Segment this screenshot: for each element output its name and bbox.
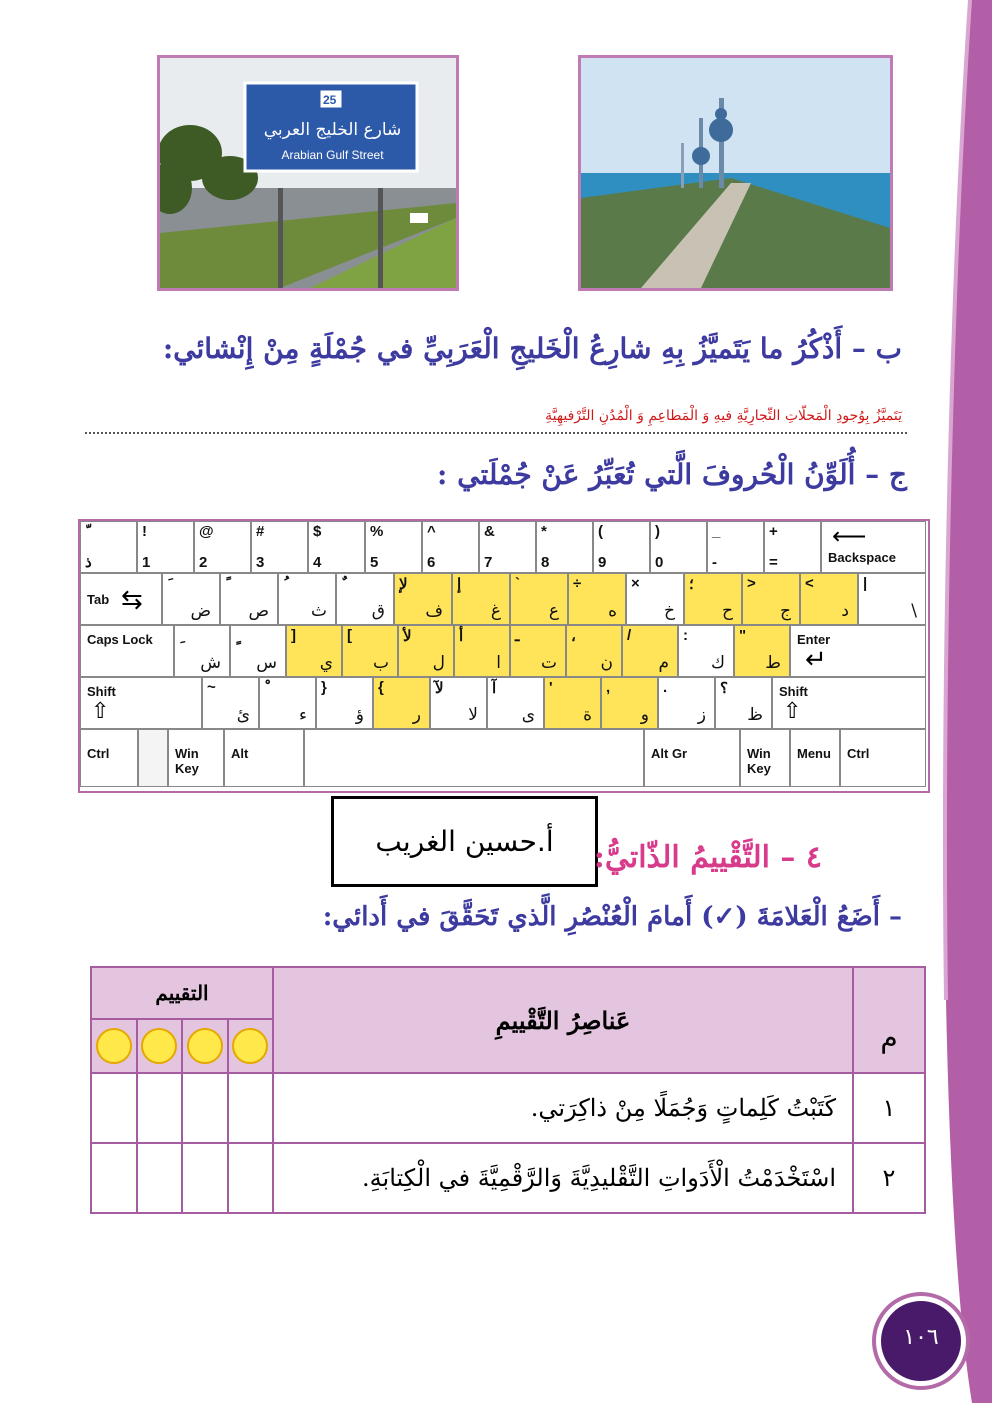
key-shift-char: ~ bbox=[207, 679, 216, 696]
key-row3[interactable] bbox=[566, 625, 622, 677]
key-arabic-char: م bbox=[658, 653, 669, 673]
key-char: = bbox=[769, 554, 778, 571]
key-row3[interactable] bbox=[342, 625, 398, 677]
right-shift-key[interactable] bbox=[772, 677, 926, 729]
key-row1[interactable] bbox=[308, 521, 365, 573]
key-row2[interactable] bbox=[394, 573, 452, 625]
left-win-label: Win Key bbox=[175, 746, 199, 776]
key-shift-char: ] bbox=[291, 627, 296, 644]
street-sign-english: Arabian Gulf Street bbox=[281, 148, 384, 162]
col-items-header: عَناصِرُ التَّقْييمِ bbox=[273, 967, 853, 1073]
key-arabic-char: ض bbox=[190, 601, 211, 621]
page-edge-decoration bbox=[932, 0, 992, 1403]
key-shift-char: ' bbox=[549, 679, 553, 696]
key-row1[interactable] bbox=[707, 521, 764, 573]
key-arabic-char: ق bbox=[371, 601, 385, 621]
key-arabic-char: غ bbox=[490, 601, 501, 621]
alt-label: Alt bbox=[231, 746, 249, 761]
key-arabic-char: \ bbox=[911, 601, 917, 621]
backspace-label: Backspace bbox=[828, 550, 896, 565]
neutral-face-icon bbox=[141, 1028, 177, 1064]
tab-label: Tab bbox=[87, 592, 110, 607]
key-row2[interactable] bbox=[162, 573, 220, 625]
key-row4[interactable] bbox=[715, 677, 772, 729]
key-shift-char: + bbox=[769, 523, 778, 540]
key-char: 3 bbox=[256, 554, 265, 571]
enter-label: Enter bbox=[797, 632, 831, 647]
key-shift-char: / bbox=[627, 627, 632, 644]
key-shift-char: $ bbox=[313, 523, 322, 540]
shift-label: Shift bbox=[87, 684, 116, 699]
alt-gr-label: Alt Gr bbox=[651, 746, 688, 761]
key-arabic-char: ز bbox=[697, 705, 706, 725]
answer-b-handwritten: يَتَميَّزُ بِوُجودِ الْمَحلّاتِ التِّجارِيَّةِ فيهِ وَ الْمَطاعِمِ وَ الْمُدُنِ التَّرْفيهِيَّةِ bbox=[545, 408, 902, 424]
left-ctrl-label: Ctrl bbox=[87, 746, 110, 761]
author-name: أ.حسين الغريب bbox=[375, 825, 554, 858]
key-shift-char: أ bbox=[459, 628, 464, 645]
key-row2[interactable] bbox=[220, 573, 278, 625]
key-row3[interactable] bbox=[678, 625, 734, 677]
key-row2[interactable] bbox=[452, 573, 510, 625]
key-arabic-char: ص bbox=[248, 601, 269, 621]
enter-arrow-icon: ↵ bbox=[805, 644, 827, 674]
key-row4[interactable] bbox=[601, 677, 658, 729]
key-row1[interactable] bbox=[251, 521, 308, 573]
key-row4[interactable] bbox=[202, 677, 259, 729]
row-text: كَتَبْتُ كَلِماتٍ وَجُمَلًا مِنْ ذاكِرَتي. bbox=[273, 1073, 853, 1143]
key-shift-char: ÷ bbox=[573, 575, 582, 592]
key-arabic-char: ش bbox=[200, 653, 221, 673]
backspace-key[interactable] bbox=[821, 521, 926, 573]
sad-face-icon bbox=[96, 1028, 132, 1064]
key-arabic-char: ث bbox=[310, 601, 327, 621]
key-row1[interactable] bbox=[536, 521, 593, 573]
key-char: 1 bbox=[142, 554, 151, 571]
key-shift-char: ؛ bbox=[689, 576, 694, 593]
answer-line bbox=[85, 432, 907, 434]
key-row3[interactable] bbox=[286, 625, 342, 677]
key-row4[interactable] bbox=[544, 677, 601, 729]
blank-key[interactable] bbox=[138, 729, 168, 787]
caps-lock-key[interactable] bbox=[80, 625, 174, 677]
key-arabic-char: ف bbox=[425, 601, 443, 621]
key-row2[interactable] bbox=[858, 573, 926, 625]
happy-face-icon bbox=[232, 1028, 268, 1064]
key-arabic-char: خ bbox=[664, 601, 675, 621]
enter-key[interactable] bbox=[790, 625, 926, 677]
key-shift-char: لإ bbox=[399, 576, 408, 593]
key-row2[interactable] bbox=[278, 573, 336, 625]
key-char: 6 bbox=[427, 554, 436, 571]
key-arabic-char: ن bbox=[600, 653, 613, 673]
key-row2[interactable] bbox=[568, 573, 626, 625]
rating-cell[interactable] bbox=[181, 1074, 227, 1142]
key-shift-char: آ bbox=[492, 680, 497, 697]
key-shift-char: ! bbox=[142, 523, 147, 540]
key-row1[interactable] bbox=[764, 521, 821, 573]
key-shift-char: : bbox=[683, 627, 688, 644]
section-4-title: ٤ – التَّقْييمُ الذّاتيُّ: bbox=[593, 840, 822, 875]
key-arabic-char: ة bbox=[583, 705, 592, 725]
key-arabic-char: لا bbox=[468, 705, 478, 725]
key-row2[interactable] bbox=[336, 573, 394, 625]
key-shift-char: * bbox=[541, 523, 547, 540]
key-row4[interactable] bbox=[658, 677, 715, 729]
rating-cell[interactable] bbox=[181, 1144, 227, 1212]
left-ctrl-key[interactable] bbox=[80, 729, 138, 787]
key-shift-char: لآ bbox=[435, 680, 444, 697]
key-row1[interactable] bbox=[479, 521, 536, 573]
key-shift-char: { bbox=[378, 679, 384, 696]
key-arabic-char: ر bbox=[412, 705, 421, 725]
key-row4[interactable] bbox=[487, 677, 544, 729]
page-number: ١٠٦ bbox=[903, 1325, 939, 1350]
key-shift-char: @ bbox=[199, 523, 214, 540]
page-number-badge bbox=[876, 1296, 966, 1386]
right-ctrl-label: Ctrl bbox=[847, 746, 870, 761]
key-arabic-char: و bbox=[640, 705, 649, 725]
table-row bbox=[91, 1073, 925, 1143]
key-row4[interactable] bbox=[259, 677, 316, 729]
row-number: ١ bbox=[853, 1073, 925, 1143]
key-row3[interactable] bbox=[398, 625, 454, 677]
self-assessment-instruction: – أَضَعُ الْعَلامَةَ (✓) أَمامَ الْعُنْصُرِ الَّذي تَحَقَّقَ في أَدائي: bbox=[322, 902, 902, 932]
row-text: اسْتَخْدَمْتُ الْأَدَواتِ التَّقْليدِيَّةَ وَالرَّقْمِيَّةَ في الْكِتابَةِ. bbox=[273, 1143, 853, 1213]
backspace-arrow-icon: ⟵ bbox=[832, 523, 867, 550]
key-shift-char: إ bbox=[457, 576, 462, 593]
key-shift-char: < bbox=[805, 575, 814, 592]
rating-cell[interactable] bbox=[227, 1144, 273, 1212]
left-shift-key[interactable] bbox=[80, 677, 202, 729]
key-arabic-char: ت bbox=[540, 653, 557, 673]
key-arabic-char: د bbox=[841, 601, 849, 621]
key-char: 5 bbox=[370, 554, 379, 571]
key-row2[interactable] bbox=[684, 573, 742, 625]
street-sign-arabic: شارع الخليج العربي bbox=[263, 120, 402, 140]
street-sign-number: 25 bbox=[323, 93, 337, 107]
shift-arrow-icon: ⇧ bbox=[91, 698, 110, 723]
menu-label: Menu bbox=[797, 746, 831, 761]
key-shift-char: % bbox=[370, 523, 384, 540]
key-arabic-char: س bbox=[256, 653, 277, 673]
key-char: - bbox=[712, 554, 717, 571]
key-row2[interactable] bbox=[626, 573, 684, 625]
key-row1[interactable] bbox=[650, 521, 707, 573]
key-arabic-char: ب bbox=[372, 653, 389, 673]
rating-cell[interactable] bbox=[227, 1074, 273, 1142]
key-arabic-char: ى bbox=[521, 705, 535, 725]
key-arabic-char: ح bbox=[722, 601, 733, 621]
table-row bbox=[91, 1143, 925, 1213]
key-row3[interactable] bbox=[734, 625, 790, 677]
rating-label: التقييم bbox=[155, 981, 209, 1005]
menu-key[interactable] bbox=[790, 729, 840, 787]
key-char: 4 bbox=[313, 554, 322, 571]
caps-lock-label: Caps Lock bbox=[87, 632, 153, 647]
key-row1[interactable] bbox=[194, 521, 251, 573]
key-arabic-char: ظ bbox=[747, 705, 763, 725]
question-b: ب – أَذْكُرُ ما يَتَميَّزُ بِهِ شارِعُ الْخَليجِ الْعَرَبِيِّ في جُمْلَةٍ مِنْ إِنْشائي: bbox=[162, 332, 902, 365]
kuwait-towers-photo bbox=[578, 55, 893, 291]
space-key[interactable] bbox=[304, 729, 644, 787]
key-row4[interactable] bbox=[316, 677, 373, 729]
key-char: 9 bbox=[598, 554, 607, 571]
alt-key[interactable] bbox=[224, 729, 304, 787]
key-row2[interactable] bbox=[742, 573, 800, 625]
key-arabic-char: ي bbox=[319, 653, 333, 673]
key-row3[interactable] bbox=[454, 625, 510, 677]
key-row1[interactable] bbox=[137, 521, 194, 573]
key-row1[interactable] bbox=[422, 521, 479, 573]
question-c: ج – أُلَوِّنُ الْحُروفَ الَّتي تُعَبِّرُ عَنْ جُمْلَتي : bbox=[437, 458, 907, 491]
key-row3[interactable] bbox=[510, 625, 566, 677]
key-arabic-char: ا bbox=[496, 653, 501, 673]
key-shift-char: ) bbox=[655, 523, 660, 540]
self-assessment-table bbox=[90, 966, 926, 1214]
key-shift-char: ^ bbox=[427, 523, 436, 540]
key-shift-char: , bbox=[606, 679, 611, 696]
rating-cell[interactable] bbox=[92, 1074, 136, 1142]
left-win-key[interactable] bbox=[168, 729, 224, 787]
author-name-box bbox=[331, 796, 598, 887]
key-shift-char: # bbox=[256, 523, 265, 540]
rating-cell[interactable] bbox=[92, 1144, 136, 1212]
key-row4[interactable] bbox=[373, 677, 430, 729]
row-number: ٢ bbox=[853, 1143, 925, 1213]
key-shift-char: " bbox=[739, 627, 747, 644]
key-row3[interactable] bbox=[230, 625, 286, 677]
rating-cell[interactable] bbox=[136, 1074, 182, 1142]
key-arabic-char: ئ bbox=[236, 705, 250, 725]
right-win-key[interactable] bbox=[740, 729, 790, 787]
key-arabic-char: ؤ bbox=[355, 705, 364, 725]
key-row1[interactable] bbox=[593, 521, 650, 573]
key-char: ذ bbox=[85, 554, 92, 571]
tab-arrows-icon: ⇆ bbox=[121, 584, 143, 614]
key-shift-char: _ bbox=[712, 523, 721, 540]
rating-cell[interactable] bbox=[136, 1144, 182, 1212]
key-char: 7 bbox=[484, 554, 493, 571]
key-row4[interactable] bbox=[430, 677, 487, 729]
key-shift-char: [ bbox=[347, 627, 352, 644]
right-win-label: Win Key bbox=[747, 746, 771, 776]
smiling-face-icon bbox=[187, 1028, 223, 1064]
key-shift-char: × bbox=[631, 575, 640, 592]
key-shift-char: ؟ bbox=[720, 680, 728, 697]
key-arabic-char: ط bbox=[765, 653, 781, 673]
shift-label: Shift bbox=[779, 684, 808, 699]
key-char: 2 bbox=[199, 554, 208, 571]
key-row2[interactable] bbox=[510, 573, 568, 625]
key-shift-char: ـ bbox=[515, 628, 520, 645]
key-shift-char: ، bbox=[571, 628, 576, 645]
key-char: 8 bbox=[541, 554, 550, 571]
key-row2[interactable] bbox=[800, 573, 858, 625]
arabic-keyboard bbox=[78, 519, 930, 793]
key-shift-char: & bbox=[484, 523, 495, 540]
key-arabic-char: ل bbox=[432, 653, 445, 673]
right-ctrl-key[interactable] bbox=[840, 729, 926, 787]
key-row1[interactable] bbox=[365, 521, 422, 573]
key-shift-char: } bbox=[321, 679, 327, 696]
key-arabic-char: ه bbox=[608, 601, 617, 621]
key-arabic-char: ك bbox=[710, 653, 725, 673]
key-shift-char: | bbox=[863, 575, 868, 592]
key-char: 0 bbox=[655, 554, 664, 571]
key-shift-char: لأ bbox=[403, 628, 412, 645]
key-arabic-char: ء bbox=[299, 705, 307, 725]
key-shift-char: > bbox=[747, 575, 756, 592]
shift-arrow-icon: ⇧ bbox=[783, 698, 802, 723]
key-row3[interactable] bbox=[174, 625, 230, 677]
alt-gr-key[interactable] bbox=[644, 729, 740, 787]
key-arabic-char: ج bbox=[780, 601, 791, 621]
street-sign-photo bbox=[157, 55, 459, 291]
col-number-header: م bbox=[853, 967, 925, 1073]
key-row3[interactable] bbox=[622, 625, 678, 677]
tab-key[interactable] bbox=[80, 573, 162, 625]
col-rating-header bbox=[91, 967, 273, 1073]
key-shift-char: ( bbox=[598, 523, 603, 540]
key-shift-char: . bbox=[663, 679, 668, 696]
key-arabic-char: ع bbox=[548, 601, 559, 621]
key-shift-char: ` bbox=[515, 575, 520, 592]
key-row1[interactable] bbox=[80, 521, 137, 573]
